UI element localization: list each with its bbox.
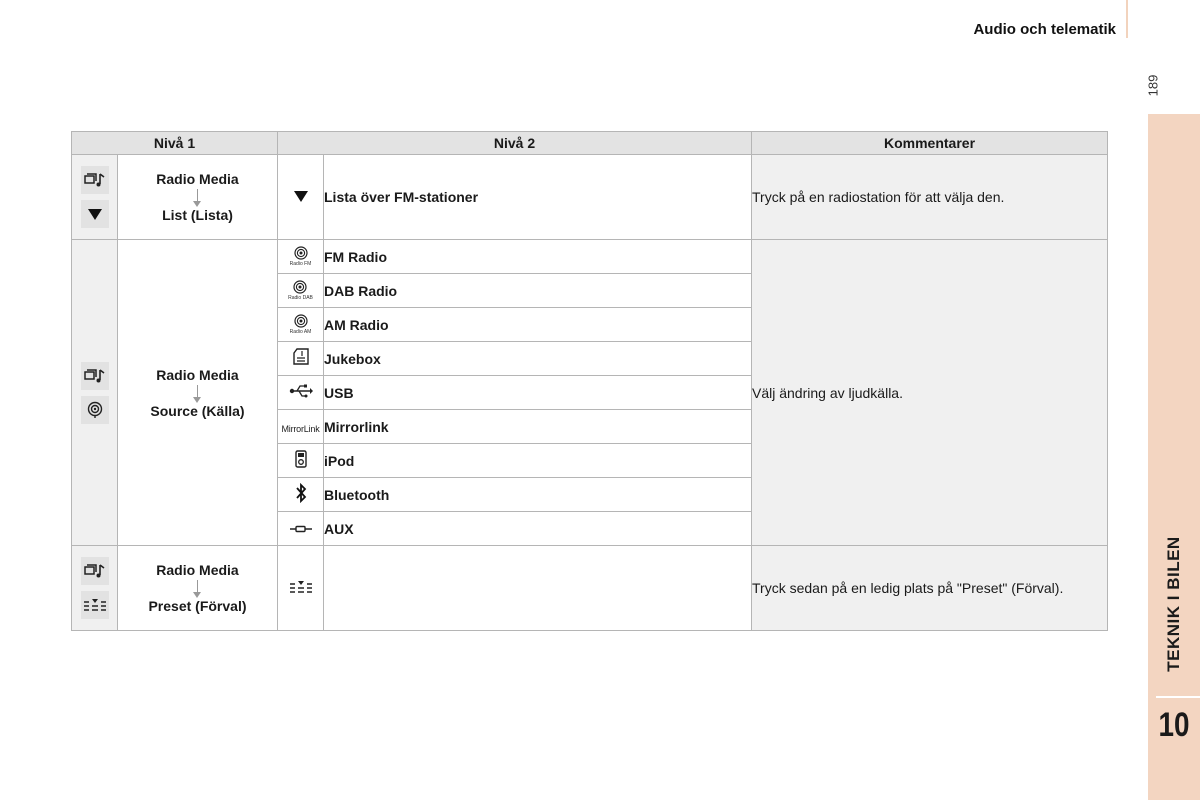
level1-icons bbox=[72, 240, 118, 546]
chapter-tab: TEKNIK I BILEN 10 bbox=[1148, 114, 1200, 800]
radio-icon bbox=[278, 240, 324, 274]
level1-title: Radio Media bbox=[156, 562, 239, 578]
header-level1: Nivå 1 bbox=[72, 132, 278, 155]
level2-label: FM Radio bbox=[324, 240, 752, 274]
chapter-number: 10 bbox=[1158, 706, 1190, 744]
preset-icon bbox=[278, 546, 324, 631]
level1-icons bbox=[72, 546, 118, 631]
table-row bbox=[72, 546, 1108, 631]
radio-icon bbox=[278, 274, 324, 308]
level2-label bbox=[324, 546, 752, 631]
level2-label: Lista över FM-stationer bbox=[324, 155, 752, 240]
aux-icon bbox=[278, 512, 324, 546]
ipod-icon bbox=[278, 444, 324, 478]
level1-sub: Source (Källa) bbox=[150, 402, 245, 419]
menu-table bbox=[71, 131, 1108, 631]
radio-icon bbox=[278, 308, 324, 342]
level1-path bbox=[118, 155, 278, 240]
media-icon bbox=[81, 166, 109, 194]
jukebox-icon bbox=[278, 342, 324, 376]
table-row bbox=[72, 155, 1108, 240]
level2-label: AUX bbox=[324, 512, 752, 546]
tab-divider bbox=[1156, 696, 1200, 698]
level1-icons bbox=[72, 155, 118, 240]
header-comments: Kommentarer bbox=[752, 132, 1108, 155]
icon-caption: Radio DAB bbox=[288, 295, 313, 301]
triangle-down-icon bbox=[278, 155, 324, 240]
page-header-title: Audio och telematik bbox=[973, 21, 1116, 38]
comment-cell: Välj ändring av ljudkälla. bbox=[752, 240, 1108, 546]
header-divider bbox=[1126, 0, 1128, 38]
down-arrow-icon bbox=[197, 385, 198, 399]
table-row bbox=[72, 240, 1108, 274]
level1-title: Radio Media bbox=[156, 171, 239, 187]
level1-sub: Preset (Förval) bbox=[148, 598, 247, 614]
level1-title: Radio Media bbox=[156, 366, 239, 383]
level1-sub: List (Lista) bbox=[162, 207, 233, 223]
level2-label: Jukebox bbox=[324, 342, 752, 376]
level2-label: AM Radio bbox=[324, 308, 752, 342]
media-icon bbox=[81, 362, 109, 390]
bluetooth-icon bbox=[278, 478, 324, 512]
level2-label: iPod bbox=[324, 444, 752, 478]
level1-path bbox=[118, 240, 278, 546]
media-icon bbox=[81, 557, 109, 585]
comment-cell: Tryck på en radiostation för att välja den. bbox=[752, 155, 1108, 240]
level1-path bbox=[118, 546, 278, 631]
icon-caption: Radio FM bbox=[289, 261, 312, 267]
level2-label: Mirrorlink bbox=[324, 410, 752, 444]
source-icon bbox=[81, 396, 109, 424]
icon-caption: Radio AM bbox=[289, 329, 312, 335]
level2-label: DAB Radio bbox=[324, 274, 752, 308]
usb-icon bbox=[278, 376, 324, 410]
table-header-row bbox=[72, 132, 1108, 155]
down-arrow-icon bbox=[197, 189, 198, 203]
triangle-down-icon bbox=[81, 200, 109, 228]
mirrorlink-icon: MirrorLink bbox=[278, 410, 324, 444]
level2-label: Bluetooth bbox=[324, 478, 752, 512]
comment-cell: Tryck sedan på en ledig plats på "Preset" (Förval). bbox=[752, 546, 1108, 631]
header-level2: Nivå 2 bbox=[278, 132, 752, 155]
down-arrow-icon bbox=[197, 580, 198, 594]
level2-label: USB bbox=[324, 376, 752, 410]
preset-icon bbox=[81, 591, 109, 619]
